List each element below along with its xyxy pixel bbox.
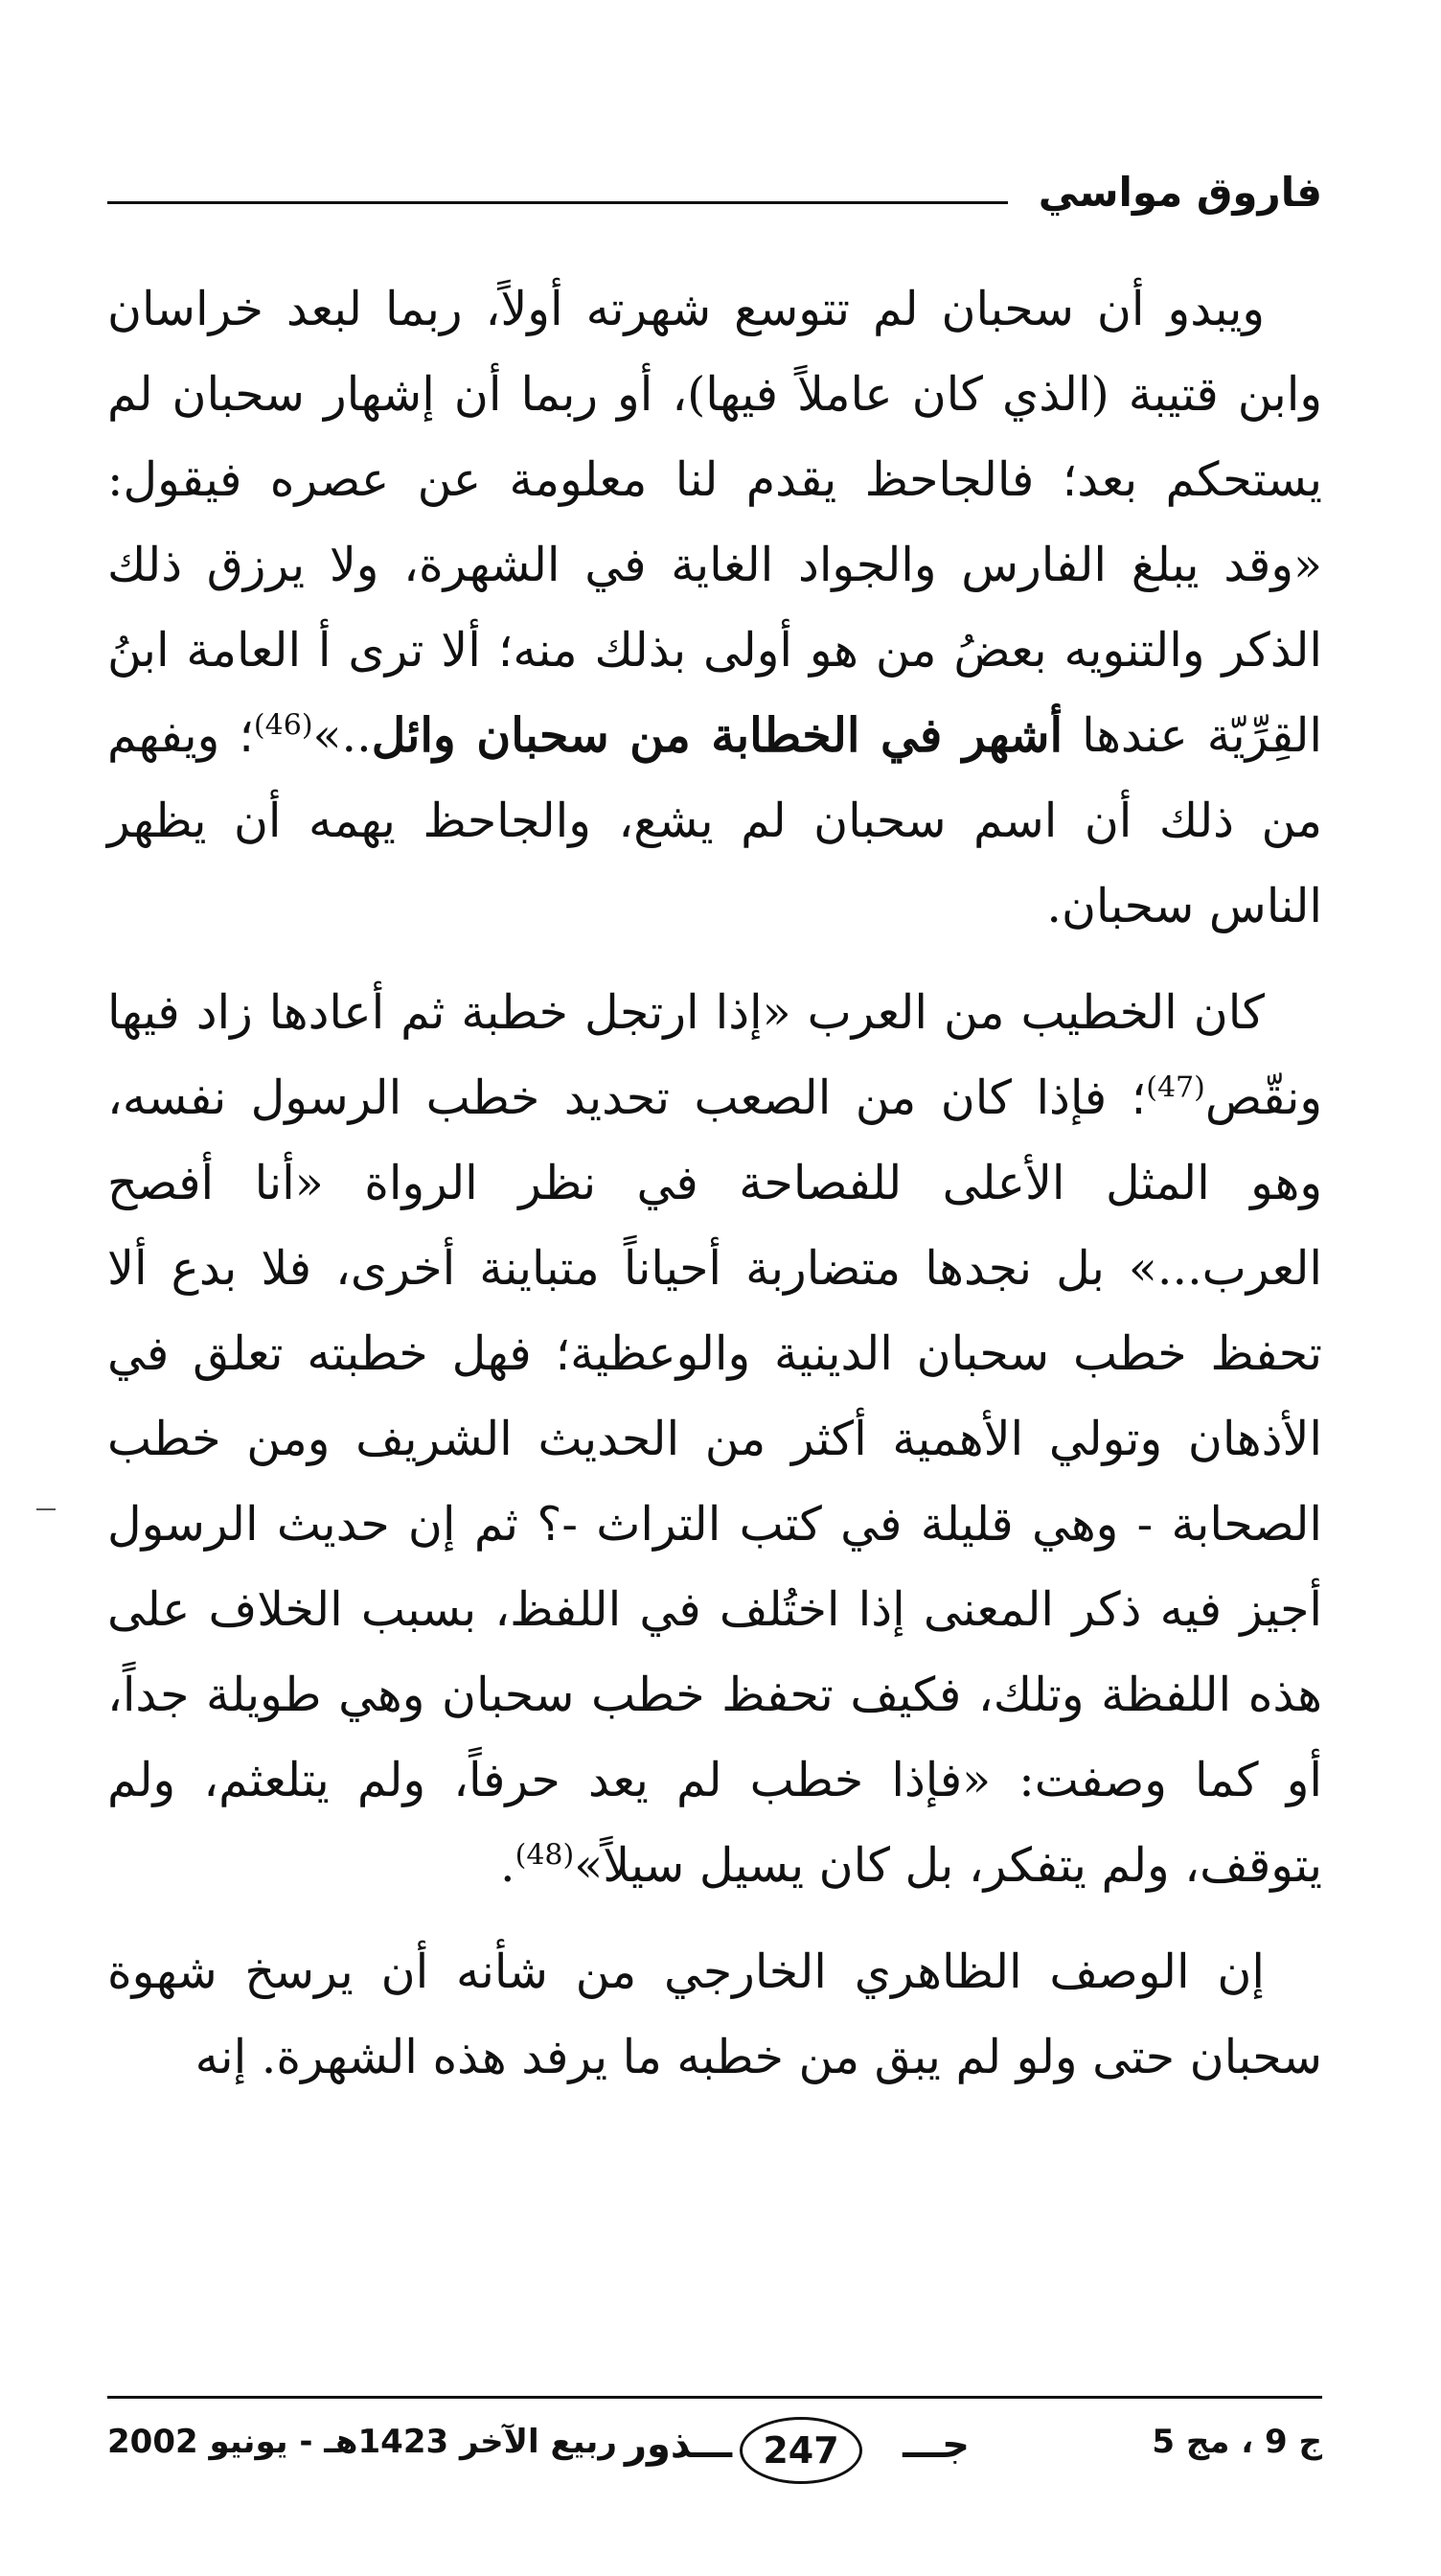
footnote-ref: (46) <box>253 708 313 743</box>
header-rule <box>107 201 1008 204</box>
paragraph <box>107 266 1322 949</box>
running-header <box>107 151 1322 238</box>
text-run: ؛ ويفهم من ذلك أن اسم سحبان لم يشع، والجاحظ يهمه أن يظهر الناس سحبان. <box>107 708 1322 933</box>
footer-journal-mark <box>625 2409 970 2486</box>
footnote-ref: (48) <box>515 1838 575 1873</box>
page-footer <box>107 2405 1322 2492</box>
bold-phrase: أشهر في الخطابة من سحبان وائل <box>371 707 1064 763</box>
text-run: ويبدو أن سحبان لم تتوسع شهرته أولاً، ربما لبعد خراسان وابن قتيبة (الذي كان عاملاً فيها)، أو ربما أن إشهار سحبان لم يستحكم بعد؛ فالجاحظ يقدم لنا معلومة عن عصره فيقول: «وقد يبلغ الفارس والجواد الغاية في الشهرة، ولا يرزق ذلك الذكر والتنويه بعضُ من هو أولى بذلك منه؛ ألا ترى أ العامة ابنُ القِرِّيّة عندها <box>107 282 1323 763</box>
text-run: ؛ فإذا كان من الصعب تحديد خطب الرسول نفسه، وهو المثل الأعلى للفصاحة في نظر الرواة «أنا أفصح العرب...» بل نجدها متضاربة أحياناً متباينة أخرى، فلا بدع ألا تحفظ خطب سحبان الدينية والوعظية؛ فهل خطبته تعلق في الأذهان وتولي الأهمية أكثر من الحديث الشريف ومن خطب الصحابة - وهي قليلة في كتب التراث -؟ ثم إن حديث الرسول أجيز فيه ذكر المعنى إذا اختُلف في اللفظ، بسبب الخلاف على هذه اللفظة وتلك، فكيف تحفظ خطب سحبان وهي طويلة جداً، أو كما وصفت: «فإذا خطب لم يعد حرفاً، ولم يتلعثم، ولم يتوقف، ولم يتفكر، بل كان يسيل سيلاً» <box>107 1070 1322 1893</box>
text-run: ..» <box>312 708 372 763</box>
paragraph <box>107 970 1322 1908</box>
footer-volume: ج 9 ، مج 5 <box>1152 2423 1322 2461</box>
footer-rule <box>107 2396 1322 2399</box>
paragraph <box>107 1929 1322 2100</box>
header-author: فاروق مواسي <box>1038 169 1322 216</box>
text-run: . <box>500 1838 515 1893</box>
margin-mark <box>36 1508 56 1510</box>
footnote-ref: (47) <box>1146 1070 1205 1105</box>
footer-date: ربيع الآخر 1423هـ - يونيو 2002 <box>107 2423 617 2461</box>
page-number: 247 <box>740 2417 862 2484</box>
text-run: كان الخطيب من العرب «إذا ارتجل خطبة ثم أعادها زاد فيها ونقّص <box>107 985 1322 1125</box>
footer-journal-suffix: ـــذور <box>625 2423 733 2467</box>
article-body <box>107 266 1322 2100</box>
footer-journal-prefix: جـــ <box>903 2423 970 2467</box>
text-run: إن الوصف الظاهري الخارجي من شأنه أن يرسخ شهوة سحبان حتى ولو لم يبق من خطبه ما يرفد هذه الشهرة. إنه <box>107 1944 1322 2084</box>
